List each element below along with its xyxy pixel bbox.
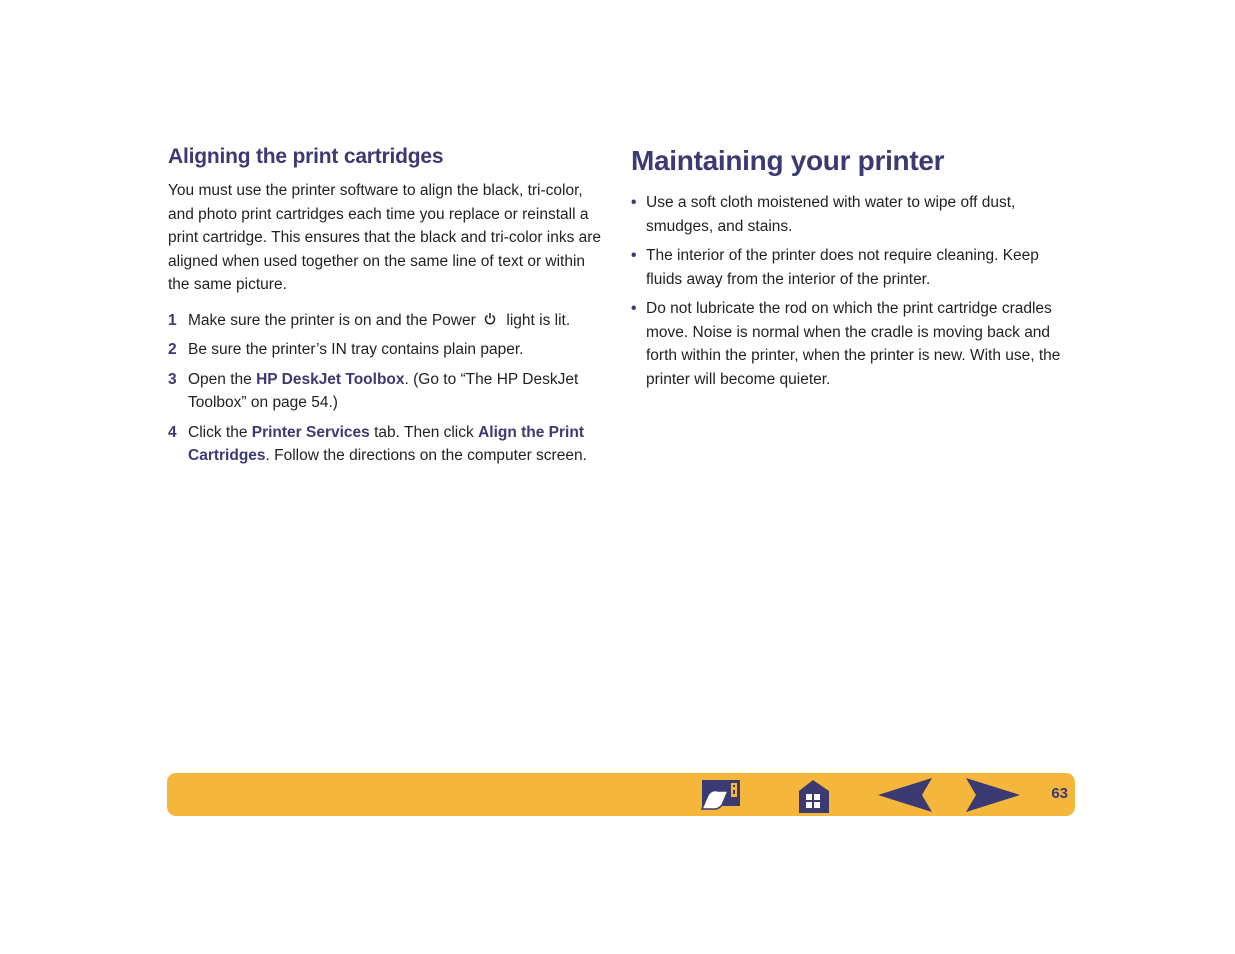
step-text-mid: tab. Then click bbox=[369, 423, 479, 441]
list-item bbox=[631, 297, 1071, 391]
list-item bbox=[168, 368, 608, 415]
page-title: Maintaining your printer bbox=[631, 145, 945, 176]
bullet-text: The interior of the printer does not require cleaning. Keep fluids away from the interior of the printer. bbox=[646, 247, 1039, 288]
toolbox-link[interactable]: HP DeskJet Toolbox bbox=[256, 370, 405, 388]
bullet-text: Do not lubricate the rod on which the print cartridge cradles move. Noise is normal when the cradle is moving back and forth within the printer, when the printer is new. With use, the printer will become quieter. bbox=[646, 300, 1061, 388]
forward-arrow-icon[interactable] bbox=[966, 777, 1022, 813]
step-text: Be sure the printer’s IN tray contains plain paper. bbox=[188, 341, 524, 358]
bullet-icon: • bbox=[631, 194, 637, 211]
section-heading: Aligning the print cartridges bbox=[168, 145, 444, 168]
list-item bbox=[168, 309, 608, 333]
list-item bbox=[168, 338, 608, 362]
step-text: Make sure the printer is on and the Power bbox=[188, 311, 476, 329]
step-number: 1 bbox=[168, 311, 177, 329]
printer-icon[interactable] bbox=[700, 777, 742, 813]
alignment-section bbox=[168, 145, 608, 474]
steps-list bbox=[168, 309, 608, 468]
bullet-text: Use a soft cloth moistened with water to wipe off dust, smudges, and stains. bbox=[646, 194, 1016, 235]
list-item bbox=[631, 191, 1071, 238]
step-text-end: . Follow the directions on the computer screen. bbox=[265, 447, 587, 464]
intro-paragraph: You must use the printer software to align the black, tri-color, and photo print cartridges each time you replace or reinstall a print cartridge. This ensures that the black and tri-color inks are aligned when used together on the same line of text or within the same picture. bbox=[168, 182, 602, 293]
bullet-list bbox=[631, 191, 1071, 391]
align-cartridges-link[interactable]: Align the Print Cartridges bbox=[188, 423, 584, 464]
step-number: 4 bbox=[168, 423, 177, 441]
step-text: Click the bbox=[188, 423, 252, 441]
step-number: 2 bbox=[168, 341, 177, 358]
step-number: 3 bbox=[168, 370, 177, 388]
step-text: Open the bbox=[188, 370, 257, 388]
back-arrow-icon[interactable] bbox=[876, 777, 932, 813]
list-item bbox=[631, 244, 1071, 291]
page-number: 63 bbox=[1051, 785, 1068, 802]
printer-services-link[interactable]: Printer Services bbox=[251, 423, 370, 441]
step-text-end: . (Go to “The HP DeskJet Toolbox” on page 54.) bbox=[188, 370, 579, 411]
bullet-icon: • bbox=[631, 300, 637, 317]
list-item bbox=[168, 421, 608, 468]
maintenance-section bbox=[631, 145, 1071, 397]
navigation-bar bbox=[167, 773, 1075, 816]
bullet-icon: • bbox=[631, 247, 637, 264]
power-icon bbox=[484, 309, 498, 333]
step-text-end: light is lit. bbox=[506, 311, 571, 329]
home-icon[interactable] bbox=[798, 777, 832, 813]
